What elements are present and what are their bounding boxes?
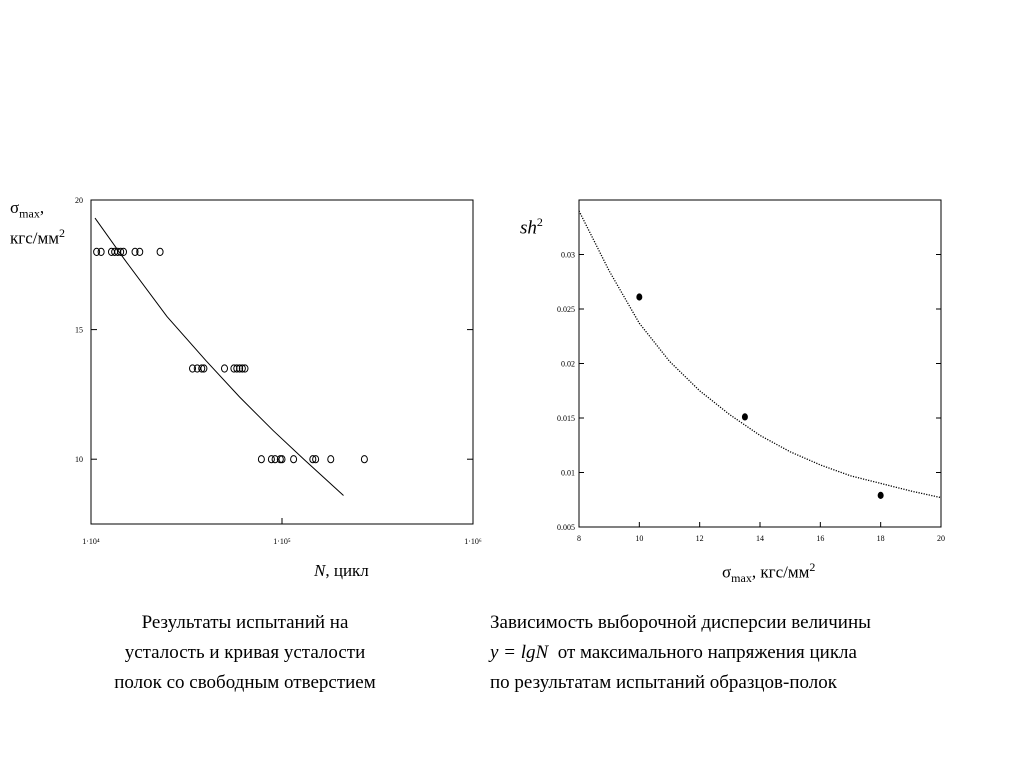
data-point [239,365,245,372]
data-point [190,365,196,372]
right-y-axis-label [520,212,543,238]
variance-data-point [878,492,884,499]
data-point [272,456,278,463]
right-x-unit: , кгс/мм [751,562,810,582]
data-point [137,248,143,255]
right-x-tick-label: 20 [937,534,945,543]
left-caption-line-3: полок со свободным отверстием [114,672,376,693]
left-caption [40,608,450,698]
left-y-sigma: σ [10,198,20,217]
left-x-var: N [314,561,326,580]
left-x-tick-label: 1·10⁶ [464,537,482,546]
right-caption-line-3: по результатам испытаний образцов-полок [490,672,837,693]
data-point [237,365,243,372]
right-x-tick-label: 18 [876,534,885,543]
right-x-unit-sup: 2 [809,560,816,574]
data-point [118,248,124,255]
data-point [199,365,205,372]
right-x-tick-label: 16 [816,534,825,543]
data-point [157,248,163,255]
right-x-tick-label: 14 [756,534,764,543]
data-point [268,456,274,463]
data-point [108,248,114,255]
data-point [277,456,283,463]
left-y-tick-label: 15 [75,325,83,335]
data-point [98,248,104,255]
left-x-axis-label [314,561,369,581]
left-y-unit-sup: 2 [59,226,66,241]
left-caption-line-1: Результаты испытаний на [141,612,349,633]
data-point [328,456,334,463]
right-caption [490,608,1020,698]
data-point [234,365,240,372]
right-y-main: sh [520,217,537,239]
data-point [310,456,316,463]
data-point [242,365,248,372]
left-y-comma: , [39,198,45,217]
left-x-rest: , цикл [325,561,369,580]
data-point [121,248,127,255]
left-y-unit: кгс/мм [10,229,60,249]
variance-data-point [636,293,642,300]
data-point [115,248,121,255]
right-y-tick-label: 0.015 [557,414,575,423]
variance-curve [579,211,941,498]
data-point [291,456,297,463]
data-point [279,456,285,463]
fatigue-curve [95,218,344,495]
right-plot-frame [579,200,941,527]
data-point [361,456,367,463]
variance-data-point [742,413,748,420]
right-x-sub: max [731,571,752,586]
left-y-tick-label: 10 [75,455,83,465]
right-caption-line-1: Зависимость выборочной дисперсии величины [490,612,871,633]
right-caption-formula: y = lgN [490,642,549,663]
left-x-tick-label: 1·10⁴ [82,537,100,546]
right-y-tick-label: 0.005 [557,523,575,532]
data-point [222,365,228,372]
data-point [201,365,207,372]
data-point [194,365,200,372]
right-y-tick-label: 0.025 [557,305,575,314]
right-y-tick-label: 0.01 [561,468,575,478]
right-y-tick-label: 0.03 [561,250,575,260]
right-caption-line-2-rest: от максимального напряжения цикла [548,642,857,663]
data-point [112,248,118,255]
right-caption-line-2 [490,638,1020,668]
data-point [258,456,264,463]
left-y-sub: max [19,206,40,221]
right-x-tick-label: 8 [577,534,581,543]
data-point [94,248,100,255]
data-point [132,248,138,255]
right-x-axis-label [722,557,815,588]
left-y-tick-label: 20 [75,196,83,205]
data-point [313,456,319,463]
left-caption-line-2: усталость и кривая усталости [124,642,366,663]
right-y-tick-label: 0.02 [561,359,575,369]
data-point [231,365,237,372]
left-plot-frame [91,200,473,524]
right-y-sup: 2 [536,215,543,229]
left-y-axis-label [10,198,65,249]
left-x-tick-label: 1·10⁵ [273,537,291,546]
right-x-sigma: σ [722,562,732,582]
right-x-tick-label: 10 [635,534,644,543]
right-x-tick-label: 12 [695,534,704,543]
